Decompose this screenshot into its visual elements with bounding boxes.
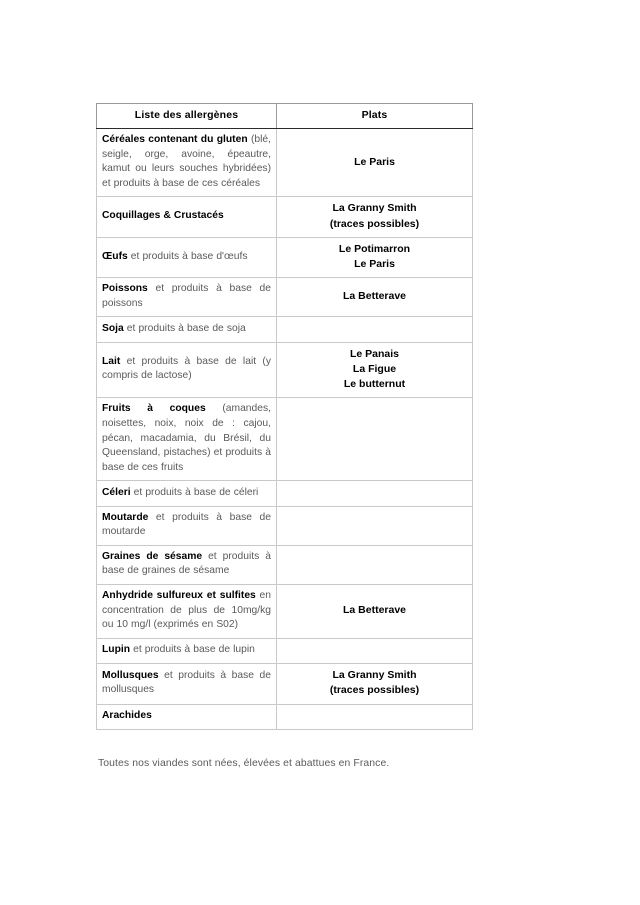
allergen-cell [97, 197, 277, 237]
dish-text [277, 317, 472, 341]
allergen-description: et produits à base de lupin [130, 644, 255, 656]
allergen-cell [97, 704, 277, 729]
allergen-description: et produits à base de lait (y compris de lactose) [102, 355, 271, 382]
dish-name: (traces possibles) [329, 217, 420, 230]
dish-text [277, 639, 472, 663]
allergen-label: Céréales contenant du gluten [102, 133, 248, 145]
table-header-row [97, 104, 473, 129]
dish-name: La Betterave [342, 604, 407, 617]
allergen-label: Graines de sésame [102, 550, 203, 562]
allergen-cell [97, 278, 277, 317]
column-header-allergens [97, 104, 277, 129]
dish-text [277, 151, 472, 175]
table-body [97, 128, 473, 729]
allergen-cell [97, 128, 277, 196]
allergen-cell [97, 237, 277, 277]
dish-cell [277, 278, 473, 317]
table-row [97, 317, 473, 342]
table-row [97, 398, 473, 481]
dish-name: La Granny Smith [332, 669, 417, 682]
allergen-label: Soja [102, 322, 124, 334]
allergen-text [97, 546, 276, 584]
dish-cell [277, 664, 473, 704]
allergen-text [97, 246, 276, 270]
dish-text [277, 343, 472, 398]
allergen-text [97, 318, 276, 342]
table-row [97, 638, 473, 663]
dish-cell [277, 128, 473, 196]
table-row [97, 342, 473, 398]
dish-text [277, 553, 472, 577]
allergen-label: Céleri [102, 486, 131, 498]
dish-text [277, 705, 472, 729]
dish-text [277, 238, 472, 277]
table-row [97, 128, 473, 196]
table-row [97, 278, 473, 317]
table-row [97, 197, 473, 237]
allergen-description: et produits à base de poissons [102, 283, 271, 309]
allergen-text [97, 129, 276, 196]
table-row [97, 506, 473, 545]
dish-cell [277, 638, 473, 663]
allergen-description: et produits à base de mollusques [102, 669, 271, 696]
dish-cell [277, 481, 473, 506]
allergen-description: et produits à base d'œufs [127, 250, 248, 262]
allergen-text [97, 585, 276, 638]
table-row [97, 664, 473, 704]
allergen-table [96, 103, 473, 730]
dish-text [277, 285, 472, 309]
allergen-label: Poissons [102, 283, 148, 295]
allergen-text [97, 705, 276, 729]
allergen-cell [97, 585, 277, 639]
allergen-description: et produits à base de soja [123, 322, 246, 334]
table-row [97, 481, 473, 506]
dish-text [277, 599, 472, 623]
allergen-description: et produits à base de graines de sésame [102, 550, 271, 577]
allergen-text [97, 205, 276, 229]
column-header-dishes-label: Plats [361, 109, 388, 121]
allergen-text [97, 639, 276, 663]
dish-cell [277, 585, 473, 639]
allergen-description: et produits à base de moutarde [102, 511, 271, 538]
allergen-description: et produits à base de céleri [130, 486, 259, 498]
table-row [97, 237, 473, 277]
column-header-allergens-label: Liste des allergènes [134, 109, 239, 121]
allergen-label: Anhydride sulfureux et sulfites [102, 590, 256, 602]
dish-cell [277, 342, 473, 398]
allergen-text [97, 351, 276, 389]
allergen-cell [97, 481, 277, 506]
allergen-label: Coquillages & Crustacés [102, 210, 224, 222]
allergen-label: Mollusques [102, 669, 159, 681]
dish-name: Le Potimarron [338, 242, 411, 255]
allergen-cell [97, 638, 277, 663]
allergen-label: Œufs [102, 250, 128, 262]
dish-cell [277, 398, 473, 481]
allergen-text [97, 665, 276, 703]
allergen-cell [97, 506, 277, 545]
dish-name: La Betterave [342, 290, 407, 303]
table-header [97, 104, 473, 129]
dish-text [277, 427, 472, 451]
allergen-cell [97, 398, 277, 481]
allergen-text [97, 507, 276, 545]
dish-text [277, 197, 472, 236]
dish-cell [277, 237, 473, 277]
dish-text [277, 664, 472, 703]
allergen-label: Moutarde [102, 511, 149, 523]
dish-text [277, 514, 472, 538]
dish-name: Le Panais [349, 347, 400, 360]
footer-note: Toutes nos viandes sont nées, élevées et abattues en France. [98, 758, 390, 769]
allergen-text [97, 278, 276, 316]
allergen-label: Lupin [102, 644, 131, 656]
dish-cell [277, 506, 473, 545]
column-header-dishes [277, 104, 473, 129]
allergen-label: Arachides [102, 709, 152, 721]
dish-name: La Granny Smith [332, 202, 417, 215]
allergen-cell [97, 545, 277, 584]
allergen-description: (blé, seigle, orge, avoine, épeautre, kamut ou leurs souches hybridées) et produits à base de ces céréales [102, 133, 271, 189]
allergen-label: Fruits à coques [102, 403, 206, 415]
table-row [97, 585, 473, 639]
dish-cell [277, 197, 473, 237]
dish-text [277, 481, 472, 505]
allergen-cell [97, 342, 277, 398]
dish-name: Le Paris [354, 258, 395, 270]
dish-cell [277, 317, 473, 342]
allergen-text [97, 398, 276, 480]
dish-name: Le Paris [354, 155, 395, 168]
allergen-description: en concentration de plus de 10mg/kg ou 10 mg/l (exprimés en S02) [102, 590, 272, 631]
dish-name: (traces possibles) [329, 684, 420, 697]
table-row [97, 704, 473, 729]
dish-cell [277, 545, 473, 584]
dish-cell [277, 704, 473, 729]
table-row [97, 545, 473, 584]
allergen-label: Lait [102, 355, 121, 367]
dish-name: La Figue [352, 362, 397, 375]
allergen-cell [97, 664, 277, 704]
allergen-text [97, 482, 276, 506]
dish-name: Le butternut [343, 378, 406, 391]
allergen-cell [97, 317, 277, 342]
allergen-description: (amandes, noisettes, noix, noix de : cajou, pécan, macadamia, du Brésil, du Queensland, pistaches) et produits à base de ces fruits [102, 403, 271, 473]
